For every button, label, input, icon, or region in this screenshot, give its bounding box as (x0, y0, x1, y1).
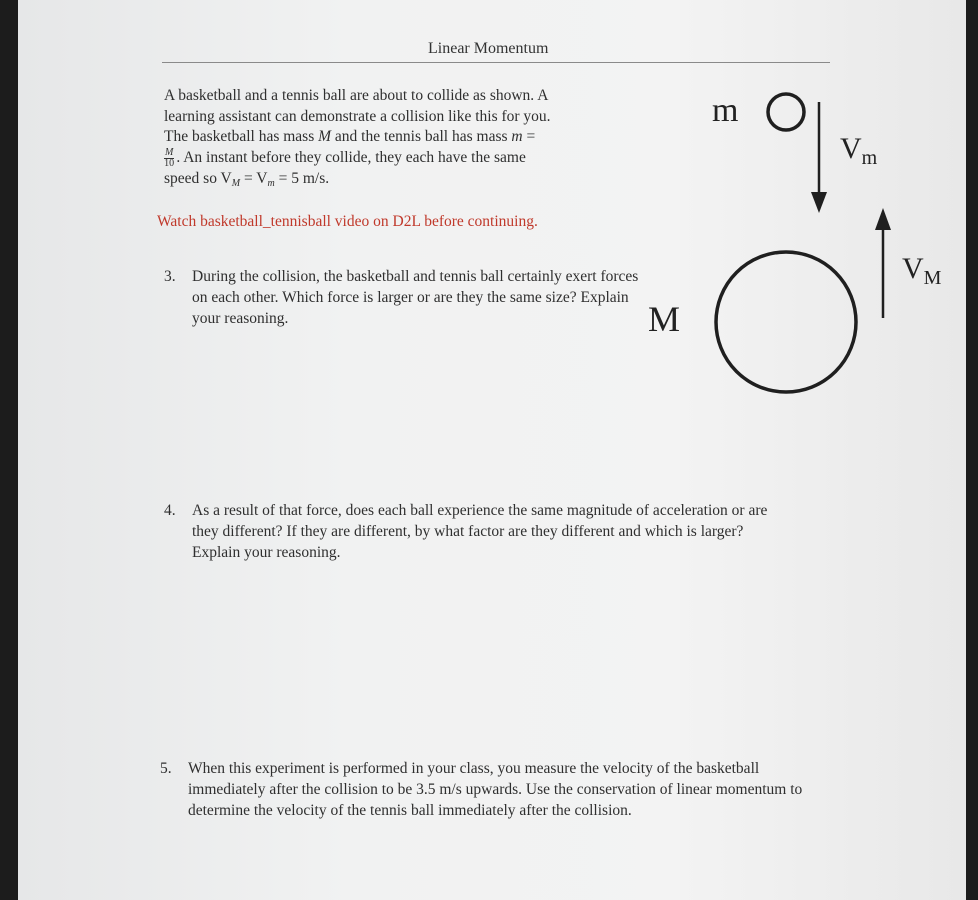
question-text: As a result of that force, does each ball experience the same magnitude of acceleration or are they different? If they are different, by what factor are they different and which is larger? Explain your reasoning. (192, 502, 768, 561)
question-number: 4. (164, 502, 176, 519)
intro-line: learning assistant can demonstrate a collision like this for you. (164, 107, 551, 125)
question-text: When this experiment is performed in your class, you measure the velocity of the basketball immediately after the collision to be 3.5 m/s upwards. Use the conservation of linear momentum to determine the velocity of the tennis ball immediately after the collision. (188, 760, 803, 819)
basketball-velocity-label: $V_M$ (902, 252, 942, 289)
mass-small-symbol: m (511, 128, 523, 145)
intro-line: A basketball and a tennis ball are about to collide as shown. A (164, 87, 549, 104)
question-number: 3. (164, 268, 176, 285)
intro-line: $\frac{M}{10}$ . An instant before they collide, they each have the same (164, 146, 526, 169)
mass-big-symbol: M (318, 128, 332, 145)
mass-fraction: $\frac{M}{10}$ (164, 146, 175, 169)
tennis-ball-mass-label: m (712, 92, 739, 129)
basketball-circle (716, 252, 856, 392)
tennis-ball-circle (768, 94, 804, 130)
tennis-ball-velocity-label: $V_m$ (840, 132, 878, 169)
arrow-down-icon (811, 192, 827, 213)
intro-line: The basketball has mass M and the tennis ball has mass m = (164, 128, 536, 145)
question-text: During the collision, the basketball and tennis ball certainly exert forces on each other. Which force is larger or are they the same size? Explain your reasoning. (192, 268, 639, 327)
question-number: 5. (160, 760, 172, 777)
basketball-mass-label: M (648, 299, 681, 339)
arrow-up-icon (875, 208, 891, 230)
watch-video-note: Watch basketball_tennisball video on D2L before continuing. (157, 213, 538, 230)
page-title: Linear Momentum (428, 40, 549, 57)
intro-line: speed so $V_M = V_m = 5$ m/s. (164, 169, 330, 189)
